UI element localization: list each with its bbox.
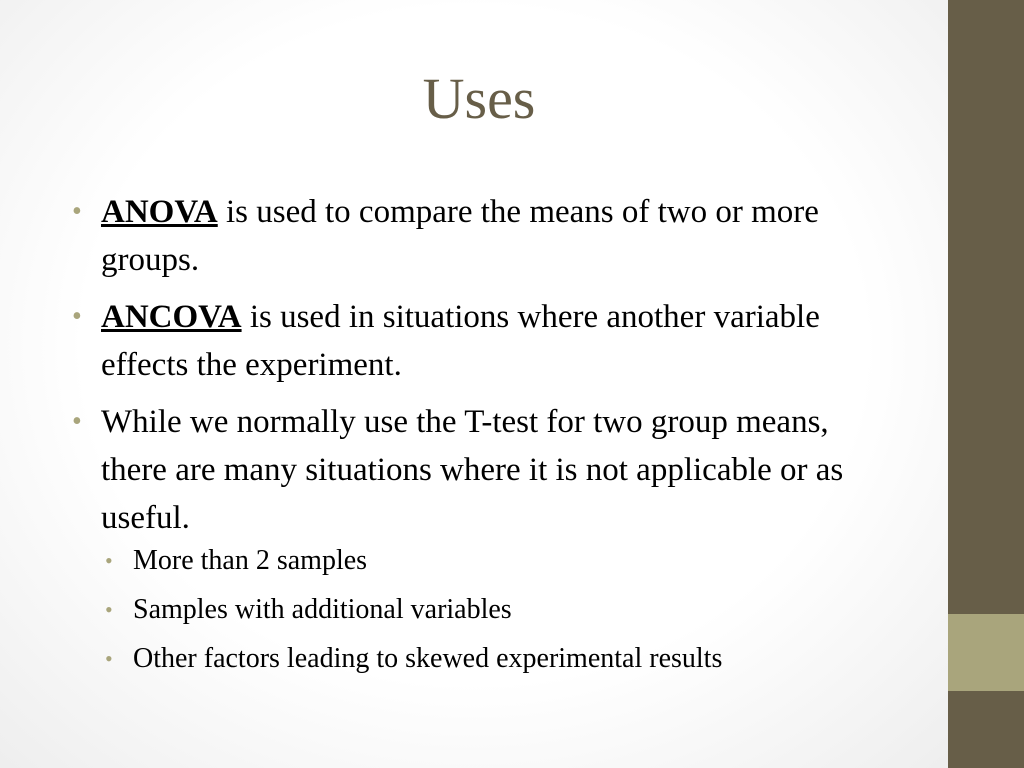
bullet-item-anova bbox=[72, 188, 892, 284]
sidebar-accent-block bbox=[948, 614, 1024, 691]
sub-bullet-item bbox=[101, 544, 892, 578]
sub-bullet-dot-icon: • bbox=[105, 646, 113, 671]
sub-bullet-dot-icon: • bbox=[105, 548, 113, 573]
sub-bullet-item bbox=[101, 642, 892, 676]
sub-bullet-text: Other factors leading to skewed experimental results bbox=[133, 643, 723, 674]
sub-bullet-text: Samples with additional variables bbox=[133, 594, 512, 625]
bullet-dot-icon: • bbox=[72, 196, 82, 227]
bullet-item-t-test bbox=[72, 398, 892, 676]
bullet-text: is used in situations where another variable effects the experiment. bbox=[101, 299, 820, 383]
bullet-dot-icon: • bbox=[72, 406, 82, 437]
sub-bullet-list bbox=[101, 544, 892, 676]
sub-bullet-dot-icon: • bbox=[105, 597, 113, 622]
bullet-term: ANOVA bbox=[101, 194, 218, 230]
bullet-text: is used to compare the means of two or more groups. bbox=[101, 194, 819, 278]
bullet-term: ANCOVA bbox=[101, 299, 242, 335]
bullet-dot-icon: • bbox=[72, 301, 82, 332]
bullet-text: While we normally use the T-test for two group means, there are many situations where it is not applicable or as useful. bbox=[101, 404, 844, 536]
bullet-item-ancova bbox=[72, 293, 892, 389]
bullet-list bbox=[72, 188, 892, 691]
slide-title: Uses bbox=[422, 66, 536, 131]
sub-bullet-text: More than 2 samples bbox=[133, 545, 368, 576]
sub-bullet-item bbox=[101, 593, 892, 627]
